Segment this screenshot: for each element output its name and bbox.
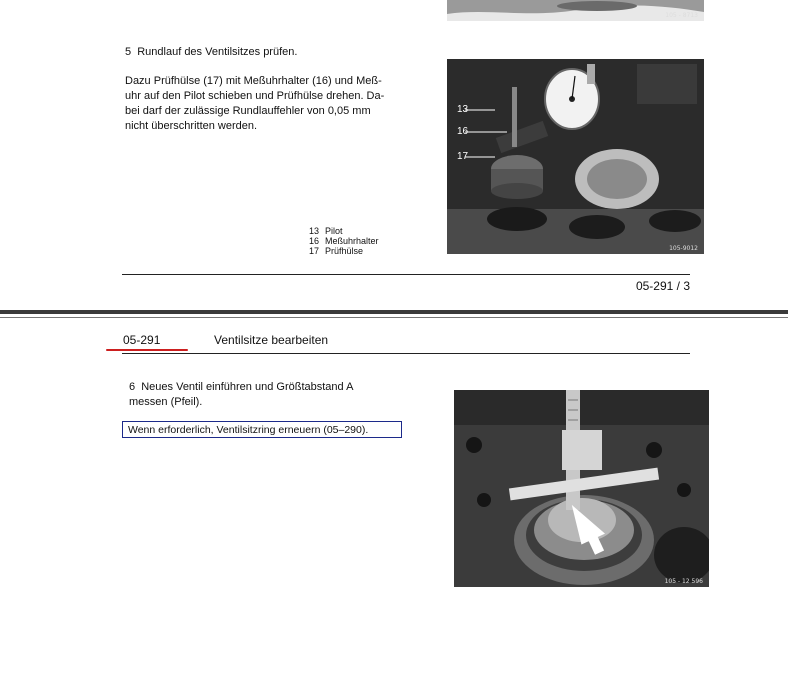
callout-label: 13	[457, 104, 469, 115]
step-6-line: messen (Pfeil).	[129, 396, 203, 408]
step-5-line: uhr auf den Pilot schieben und Prüfhülse drehen. Da-	[125, 90, 385, 102]
legend-label: Pilot	[325, 226, 343, 236]
photo-ref: 105 - 8713	[665, 12, 698, 19]
step-5-body	[125, 74, 405, 134]
top-photo-fragment	[447, 0, 704, 21]
legend-item	[301, 226, 379, 236]
step-5-heading: 5 Rundlauf des Ventilsitzes prüfen.	[125, 46, 298, 58]
legend-item	[301, 246, 379, 256]
section-code: 05-291	[123, 333, 161, 347]
legend-label: Meßuhrhalter	[325, 236, 379, 246]
note-text: Wenn erforderlich, Ventilsitzring erneuern (05–290).	[128, 424, 369, 436]
note-box	[122, 421, 402, 438]
step-5-line: bei darf der zulässige Rundlauffehler von 0,05 mm	[125, 105, 371, 117]
depth-gauge-photo	[454, 390, 709, 587]
red-underline	[106, 349, 188, 351]
callout-label: 16	[457, 126, 469, 137]
step-6-text	[129, 380, 409, 410]
page-number: 05-291 / 3	[635, 279, 690, 293]
legend-item	[301, 236, 379, 246]
photo-ref: 105 - 12 596	[664, 578, 703, 585]
legend-num: 16	[308, 236, 319, 246]
callout-label: 17	[457, 151, 469, 162]
legend-num: 17	[308, 246, 319, 256]
step-5-line: Dazu Prüfhülse (17) mit Meßuhrhalter (16) und Meß-	[125, 75, 382, 87]
section-title: Ventilsitze bearbeiten	[214, 333, 329, 347]
page-separator-thin	[0, 317, 788, 318]
footer-rule	[122, 274, 690, 275]
photo-ref: 105-9012	[669, 245, 698, 252]
header-rule	[122, 353, 690, 354]
legend-num: 13	[308, 226, 319, 236]
dial-gauge-photo	[447, 59, 704, 254]
step-5-line: nicht überschritten werden.	[125, 120, 258, 132]
legend-label: Prüfhülse	[325, 246, 364, 256]
step-6-line: 6 Neues Ventil einführen und Größtabstand A	[129, 381, 354, 393]
page-separator	[0, 310, 788, 314]
figure-legend	[301, 226, 379, 256]
